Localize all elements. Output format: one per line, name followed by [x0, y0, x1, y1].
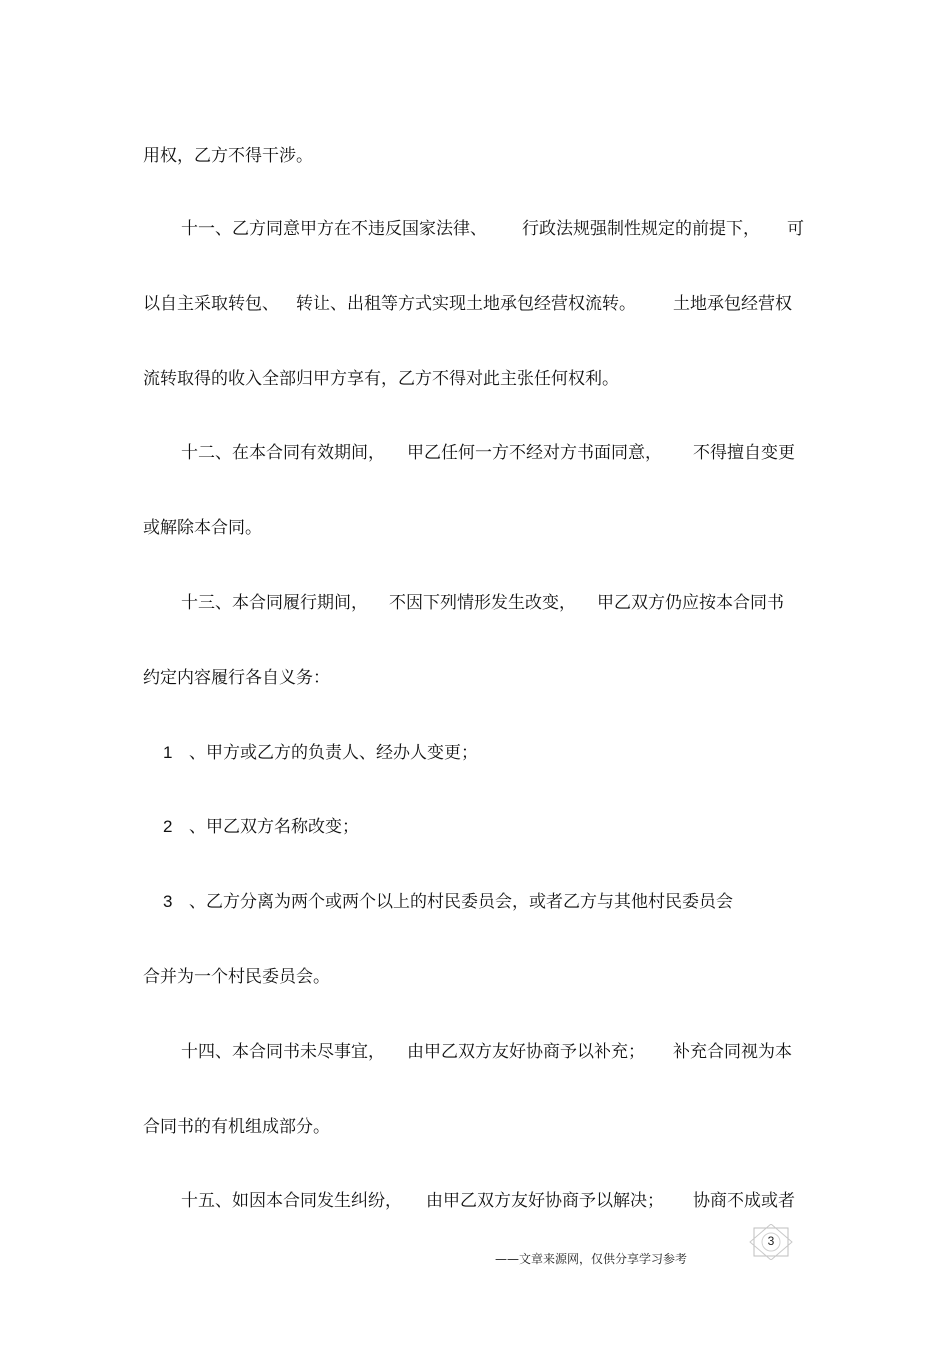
paragraph-line [0, 962, 950, 992]
page-number-badge [748, 1224, 794, 1260]
text-segment: 由甲乙双方友好协商予以解决； [426, 1191, 664, 1211]
text-segment: 土地承包经营权 [673, 294, 792, 314]
text-segment: 十三、本合同履行期间， [181, 593, 368, 613]
list-item [0, 812, 950, 842]
paragraph-line [0, 663, 950, 693]
text-segment: 十一、乙方同意甲方在不违反国家法律、 [181, 219, 487, 239]
text-segment: 甲乙双方仍应按本合同书 [597, 593, 784, 613]
list-item [0, 738, 950, 768]
paragraph-line [0, 438, 950, 468]
list-item [0, 887, 950, 917]
text-segment: 可 [787, 219, 804, 239]
text-segment: 行政法规强制性规定的前提下， [522, 219, 760, 239]
text-segment: 由甲乙双方友好协商予以补充； [407, 1042, 645, 1062]
text-segment: 约定内容履行各自义务： [143, 668, 330, 688]
text-segment: 、甲乙双方名称改变； [189, 817, 359, 837]
footer-source-note: ——文章来源网，仅供分享学习参考 [495, 1252, 688, 1266]
text-segment: 用权，乙方不得干涉。 [143, 146, 313, 166]
list-item-number: 3 [163, 892, 173, 911]
text-segment: 十二、在本合同有效期间， [181, 443, 385, 463]
paragraph-line [0, 513, 950, 543]
text-segment: 十五、如因本合同发生纠纷， [181, 1191, 402, 1211]
text-segment: 以自主采取转包、 [143, 294, 279, 314]
text-segment: 合并为一个村民委员会。 [143, 967, 330, 987]
text-segment: 协商不成或者 [693, 1191, 795, 1211]
text-segment: 转让、出租等方式实现土地承包经营权流转。 [296, 294, 636, 314]
list-item-number: 2 [163, 817, 173, 836]
paragraph-line [0, 141, 950, 171]
paragraph-line [0, 214, 950, 244]
paragraph-line [0, 1112, 950, 1142]
text-segment: 、甲方或乙方的负责人、经办人变更； [189, 743, 478, 763]
paragraph-line [0, 1037, 950, 1067]
paragraph-line [0, 289, 950, 319]
text-segment: 、乙方分离为两个或两个以上的村民委员会，或者乙方与其他村民委员会 [189, 892, 733, 912]
text-segment: 甲乙任何一方不经对方书面同意， [407, 443, 662, 463]
paragraph-line [0, 588, 950, 618]
text-segment: 合同书的有机组成部分。 [143, 1117, 330, 1137]
paragraph-line [0, 364, 950, 394]
text-segment: 补充合同视为本 [673, 1042, 792, 1062]
text-segment: 或解除本合同。 [143, 518, 262, 538]
text-segment: 十四、本合同书未尽事宜， [181, 1042, 385, 1062]
text-segment: 流转取得的收入全部归甲方享有，乙方不得对此主张任何权利。 [143, 369, 619, 389]
list-item-number: 1 [163, 743, 173, 762]
text-segment: 不因下列情形发生改变， [389, 593, 576, 613]
text-segment: 不得擅自变更 [693, 443, 795, 463]
page-number: 3 [767, 1234, 775, 1248]
paragraph-line [0, 1186, 950, 1216]
